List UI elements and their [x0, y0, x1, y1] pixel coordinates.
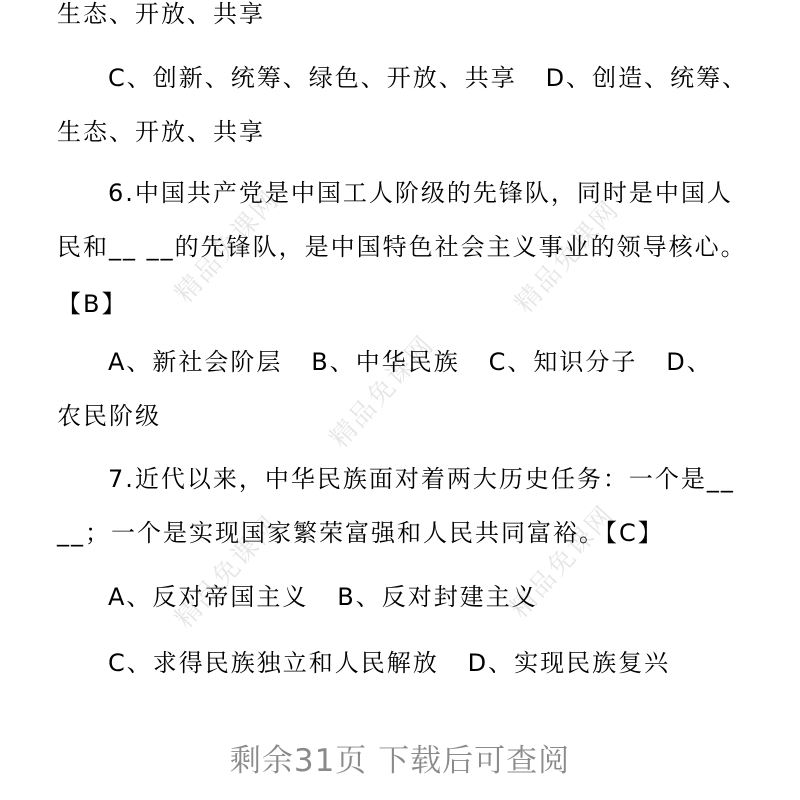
watermark: 精品免课网 [169, 184, 286, 310]
text-line: 农民阶级 [57, 402, 161, 430]
option-line: C、创新、统筹、绿色、开放、共享 D、创造、统筹、 [108, 64, 749, 92]
text-line: 生态、开放、共享 [57, 118, 265, 146]
watermark: 精品免课网 [509, 194, 626, 320]
text-line: 民和__ __的先锋队，是中国特色社会主义事业的领导核心。 [57, 233, 747, 261]
answer-marker: 【B】 [57, 290, 128, 318]
option-line: A、反对帝国主义 B、反对封建主义 [108, 583, 538, 611]
watermark: 精品免课网 [169, 509, 286, 635]
option-line: C、求得民族独立和人民解放 D、实现民族复兴 [108, 649, 671, 677]
question-line: 6.中国共产党是中国工人阶级的先锋队，同时是中国人 [108, 179, 733, 207]
watermark: 精品免课网 [504, 499, 621, 625]
text-line: 生态、开放、共享 [57, 0, 265, 28]
remaining-pages-notice: 剩余31页 下载后可查阅 [229, 743, 571, 779]
text-line: __；一个是实现国家繁荣富强和人民共同富裕。【C】 [57, 519, 664, 547]
watermark: 精品免课网 [324, 329, 441, 455]
option-line: A、新社会阶层 B、中华民族 C、知识分子 D、 [108, 348, 713, 376]
question-line: 7.近代以来，中华民族面对着两大历史任务：一个是__ [108, 465, 735, 493]
